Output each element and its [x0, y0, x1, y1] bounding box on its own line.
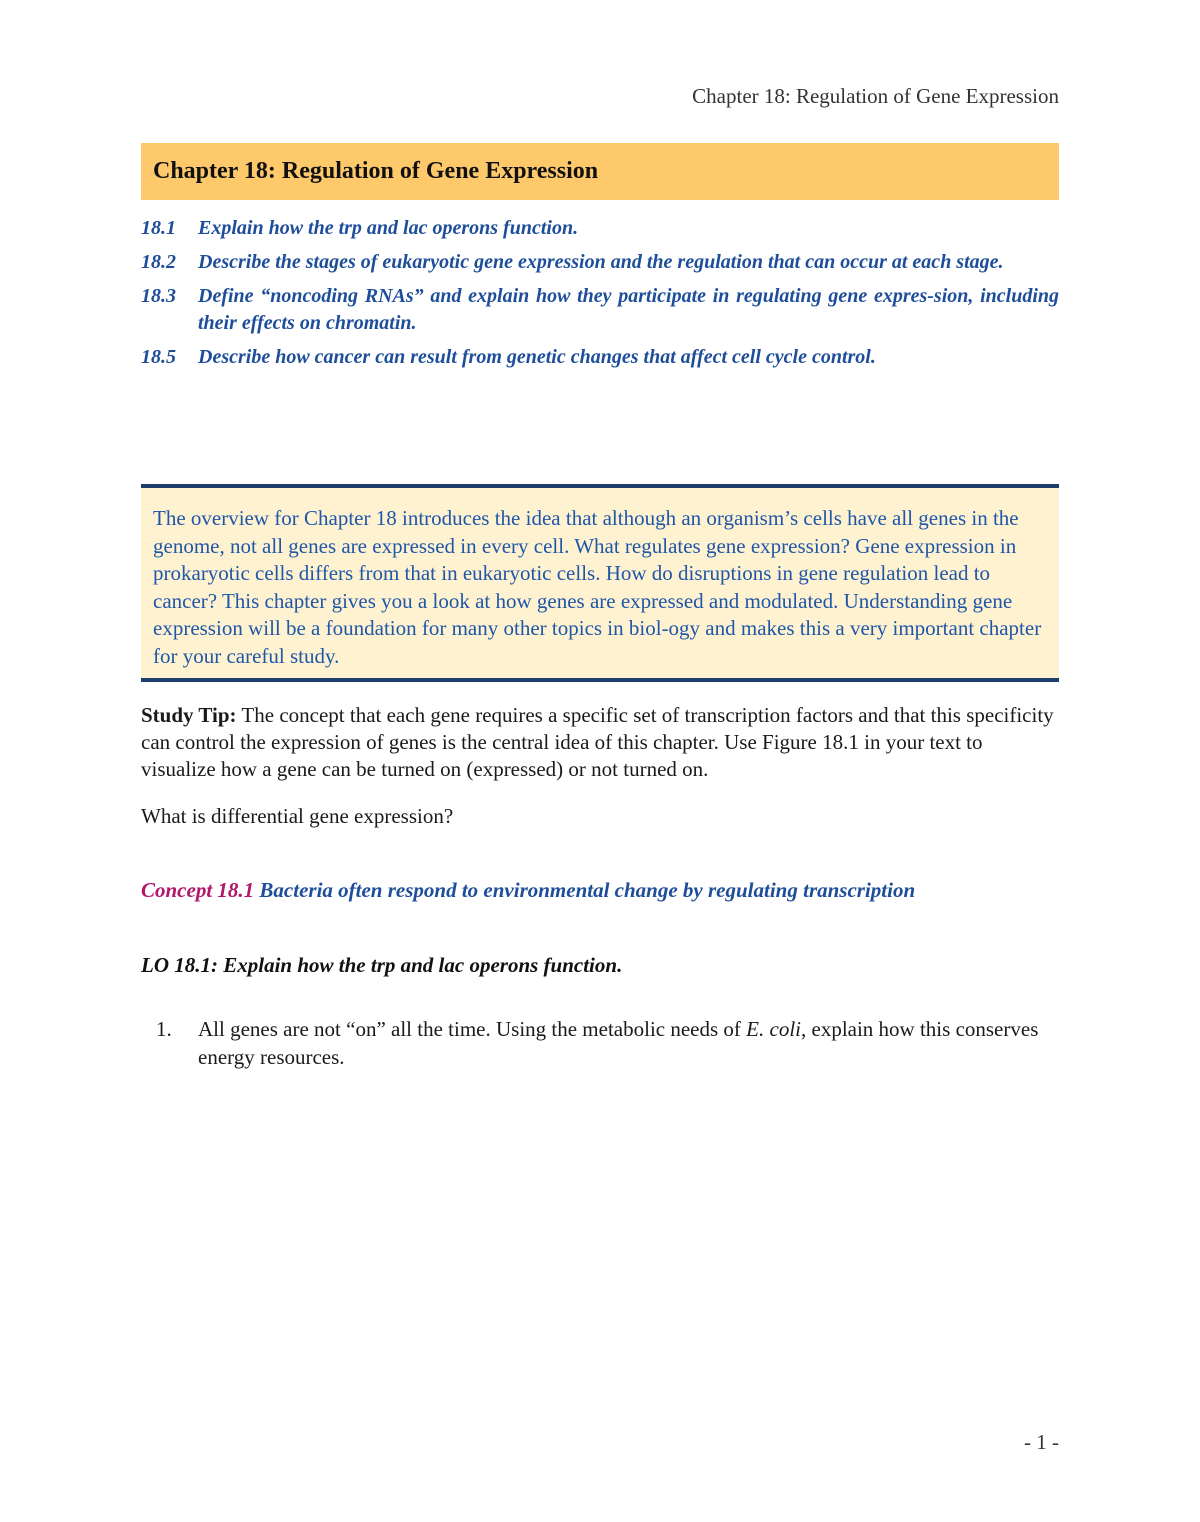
objective-number: 18.1: [141, 217, 176, 239]
objective-item: [141, 283, 1059, 337]
objective-item: [141, 344, 1059, 371]
objective-number: 18.3: [141, 285, 176, 307]
concept-label: Concept 18.1: [141, 878, 255, 902]
objective-number: 18.2: [141, 251, 176, 273]
question-number: 1.: [156, 1017, 172, 1041]
overview-text: The overview for Chapter 18 introduces the idea that although an organism’s cells have all genes in the genome, not all genes are expressed in every cell. What regulates gene expression? Gene expression in prokaryotic cells differs from that in eukaryotic cells. How do disruptions in gene regulation lead to cancer? This chapter gives you a look at how genes are expressed and modulated. Understanding gene expression will be a foundation for many other topics in biol-ogy and makes this a very important chapter for your careful study.: [153, 506, 1042, 668]
page-number: - 1 -: [1024, 1430, 1059, 1454]
question-text: [198, 1015, 1059, 1071]
differential-expression-question: What is differential gene expression?: [141, 804, 454, 828]
study-tip-text: The concept that each gene requires a specific set of transcription factors and that this specificity can control the expression of genes is the central idea of this chapter. Use Figure 18.1 in your text to visualize how a gene can be turned on (expressed) or not turned on.: [141, 703, 1054, 781]
learning-objectives-list: [141, 215, 1059, 378]
question-text-end: , explain how this conserves energy resources.: [198, 1017, 1039, 1069]
objective-item: [141, 215, 1059, 242]
objective-text: Explain how the trp and lac operons function.: [198, 217, 579, 239]
study-tip-label: Study Tip:: [141, 703, 237, 727]
chapter-overview-box: [141, 484, 1059, 682]
chapter-title: Chapter 18: Regulation of Gene Expression: [153, 158, 599, 184]
learning-objective-heading: LO 18.1: Explain how the trp and lac operons function.: [141, 953, 623, 977]
question-list: [141, 1015, 1059, 1071]
species-name: E. coli: [746, 1017, 801, 1041]
study-tip: [141, 702, 1059, 783]
chapter-title-banner: [141, 143, 1059, 200]
objective-number: 18.5: [141, 346, 176, 368]
running-header: Chapter 18: Regulation of Gene Expression: [692, 84, 1059, 108]
concept-text: Bacteria often respond to environmental change by regulating transcription: [254, 878, 916, 902]
objective-item: [141, 249, 1059, 276]
question-item: [141, 1015, 1059, 1071]
question-text-start: All genes are not “on” all the time. Using the metabolic needs of: [198, 1017, 747, 1041]
objective-text: Describe how cancer can result from genetic changes that affect cell cycle control.: [198, 346, 876, 368]
concept-heading: [141, 878, 915, 903]
objective-text: Describe the stages of eukaryotic gene expression and the regulation that can occur at each stage.: [198, 251, 1004, 273]
objective-text: Define “noncoding RNAs” and explain how they participate in regulating gene expres-sion, including their effects on chromatin.: [198, 285, 1059, 334]
